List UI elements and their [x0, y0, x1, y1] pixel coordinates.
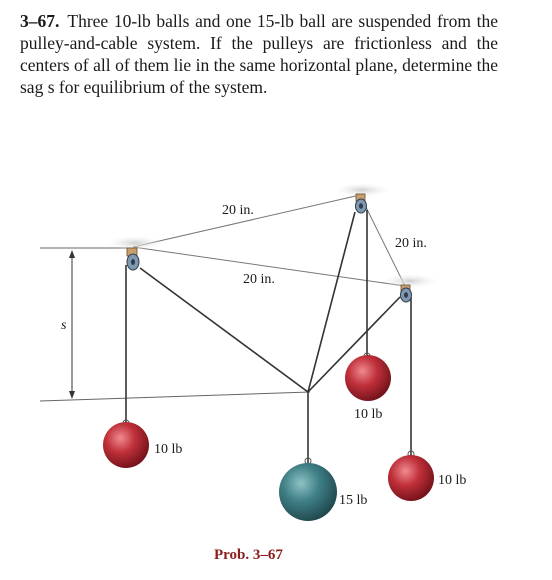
ball-back-label: 10 lb: [354, 407, 383, 422]
ball-right: [388, 455, 434, 501]
ball-center-label: 15 lb: [339, 493, 368, 508]
ball-left: [103, 422, 149, 468]
figure-caption: Prob. 3–67: [214, 547, 283, 563]
ref-line-bottom: [40, 392, 310, 401]
ball-right-label: 10 lb: [438, 473, 467, 488]
sag-arrow-top: [69, 250, 75, 258]
cable-back-to-junction: [308, 212, 355, 392]
dim-right-label: 20 in.: [395, 236, 427, 251]
dim-top-label: 20 in.: [222, 203, 254, 218]
ball-back: [345, 355, 391, 401]
ball-center: [279, 463, 337, 521]
dim-middle-label: 20 in.: [243, 272, 275, 287]
pulley-back: [356, 194, 367, 213]
pulley-left: [127, 248, 139, 270]
problem-text: Three 10-lb balls and one 15-lb ball are suspended from the pulley-and-cable system. If the pulleys are frictionless and the centers of all of them lie in the same horizontal plane, determine the sag s for equilibrium of the system.: [20, 11, 498, 97]
sag-arrow-bottom: [69, 391, 75, 399]
problem-number: 3–67.: [20, 11, 60, 31]
ball-left-label: 10 lb: [154, 442, 183, 457]
sag-label: s: [61, 318, 67, 333]
pulley-right: [401, 285, 412, 302]
cable-left-to-junction: [140, 268, 308, 392]
